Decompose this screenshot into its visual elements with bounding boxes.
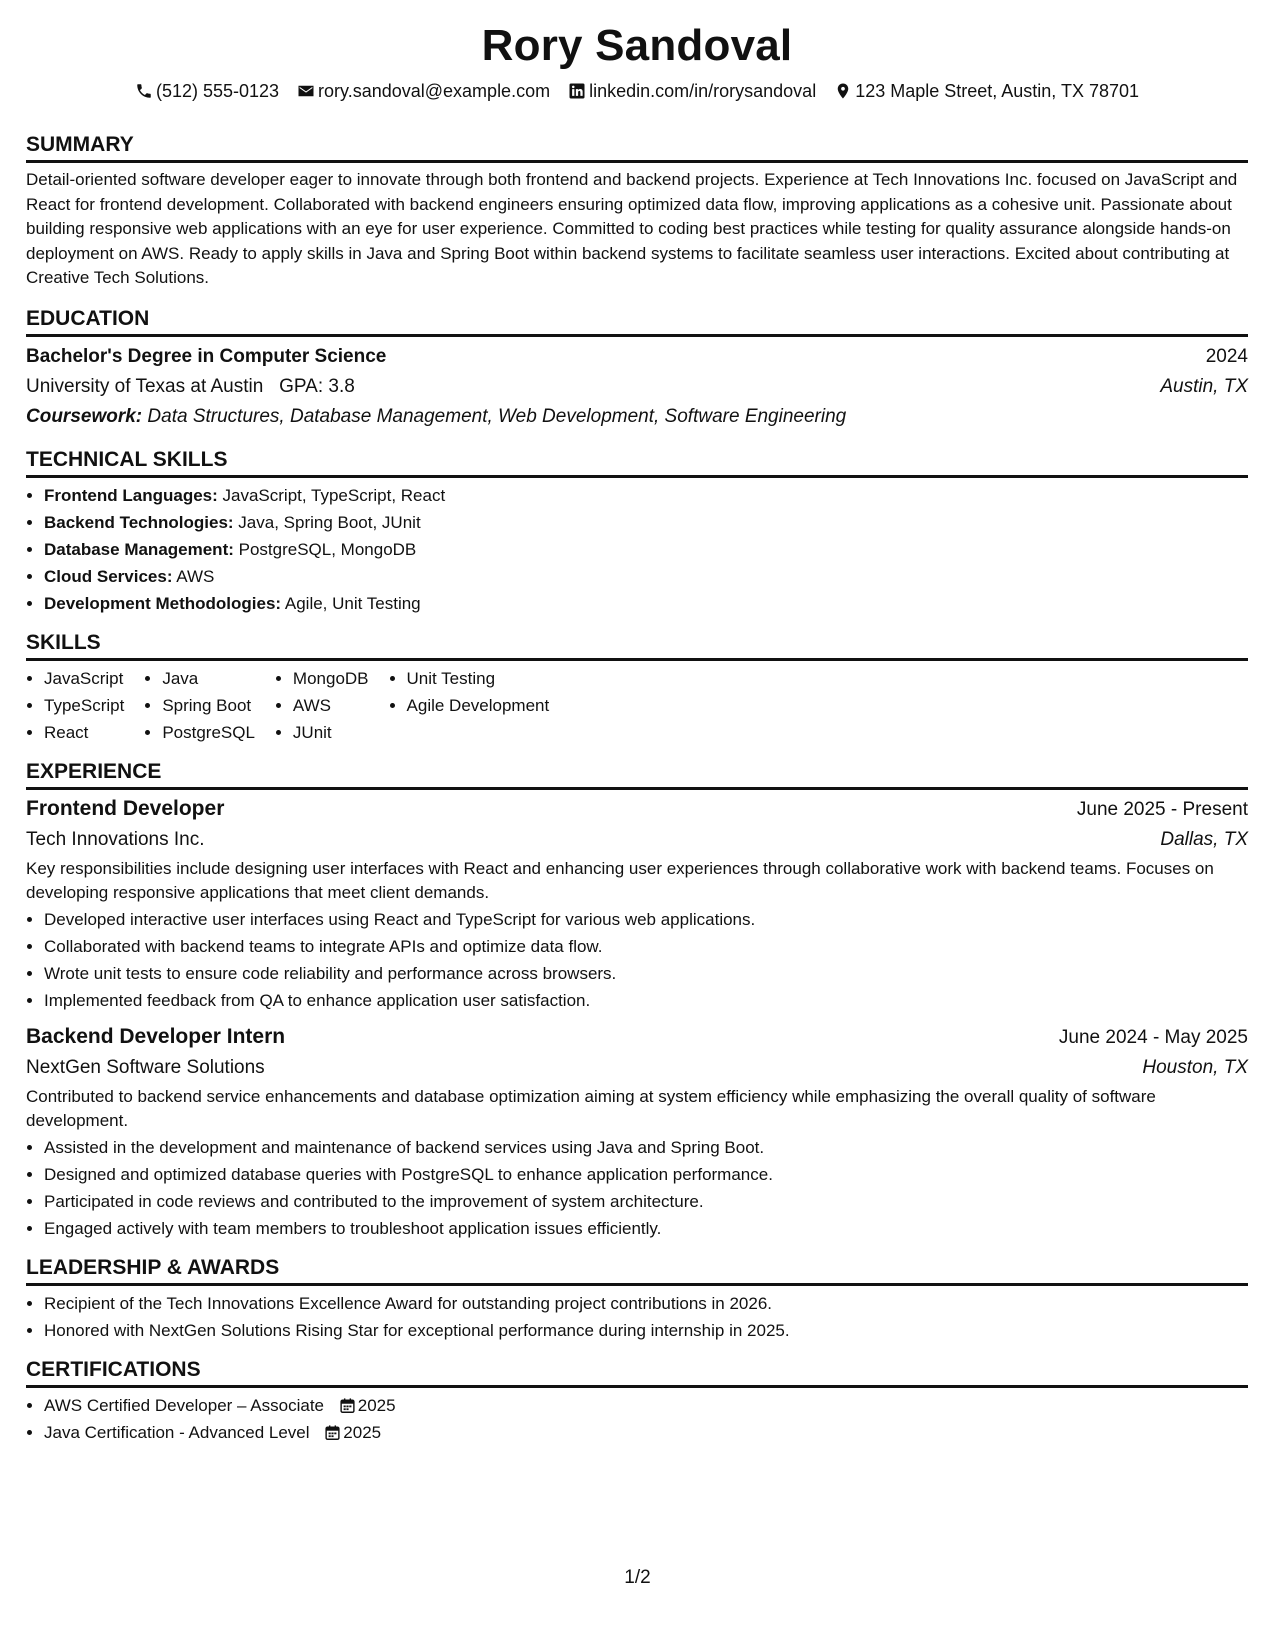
contact-linkedin[interactable] [568,81,816,102]
calendar-icon [339,1397,356,1414]
list-item: • Developed interactive user interfaces using React and TypeScript for various web applications. [44,906,1248,933]
list-item: • Assisted in the development and maintenance of backend services using Java and Spring Boot. [44,1134,1248,1161]
gpa: GPA: 3.8 [279,375,355,397]
section-title: EXPERIENCE [26,758,1248,790]
skill-category: Development Methodologies: [44,593,282,613]
skill-values: JavaScript, TypeScript, React [222,485,446,505]
address-text: 123 Maple Street, Austin, TX 78701 [855,80,1140,101]
job-title: Frontend Developer [26,796,225,820]
candidate-name: Rory Sandoval [481,21,793,70]
technical-skills-section [26,446,1248,617]
skills-column [26,665,124,746]
phone-icon [135,82,153,100]
list-item: • Spring Boot [162,692,255,719]
list-item: • Implemented feedback from QA to enhance application user satisfaction. [44,987,1248,1014]
job-header-row [26,1022,1248,1053]
list-item: • Unit Testing [407,665,550,692]
certifications-list [26,1392,1248,1446]
job-dates: June 2025 - Present [1076,798,1248,820]
list-item [44,482,1248,509]
list-item: • React [44,719,124,746]
linkedin-text: linkedin.com/in/rorysandoval [589,80,817,101]
contact-address [834,81,1139,102]
technical-skills-list [26,482,1248,617]
skill-values: AWS [176,566,215,586]
job-company-row [26,825,1248,855]
leadership-section [26,1254,1248,1344]
skills-column [144,665,255,746]
list-item: • Collaborated with backend teams to integrate APIs and optimize data flow. [44,933,1248,960]
summary-section [26,131,1248,291]
job-title: Backend Developer Intern [26,1024,286,1048]
skill-category: Frontend Languages: [44,485,218,505]
experience-section [26,758,1248,1242]
school-name: University of Texas at Austin [26,375,264,397]
list-item: • JUnit [293,719,369,746]
list-item: • Agile Development [407,692,550,719]
phone-text: (512) 555-0123 [155,80,280,101]
section-title: SKILLS [26,629,1248,661]
skill-category: Backend Technologies: [44,512,234,532]
job-description: Key responsibilities include designing user interfaces with React and enhancing user experiences through collaborative work with backend teams. Focuses on developing responsive applications that meet client demands. [26,858,1214,902]
skill-category: Cloud Services: [44,566,173,586]
school-location: Austin, TX [1160,375,1248,397]
list-item [44,1392,1248,1419]
coursework [26,402,1248,432]
skill-values: Agile, Unit Testing [284,593,421,613]
education-header-row [26,342,1248,372]
certifications-section [26,1356,1248,1446]
certification-name: Java Certification - Advanced Level [44,1422,310,1442]
skills-column [389,665,550,746]
list-item [44,563,1248,590]
summary-text: Detail-oriented software developer eager to innovate through both frontend and backend projects. Experience at Tech Innovations Inc. focused on JavaScript and React for frontend development. Collaborated with backend engineers ensuring optimized data flow, improving applications as a cohesive unit. Passionate about building responsive web applications with an eye for user experience. Committed to coding best practices while testing for quality assurance alongside hands-on deployment on AWS. Ready to apply skills in Java and Spring Boot within backend systems to facilitate seamless user interactions. Excited about contributing at Creative Tech Solutions. [26,170,1238,287]
resume-page [26,18,1248,1446]
job-entry [26,794,1248,1014]
map-pin-icon [834,82,852,100]
section-title: EDUCATION [26,305,1248,337]
job-description: Contributed to backend service enhancements and database optimization aiming at system efficiency while emphasizing the overall quality of software development. [26,1086,1156,1130]
email-text: rory.sandoval@example.com [318,80,551,101]
skills-section [26,629,1248,746]
contact-phone [135,81,279,102]
company-name: NextGen Software Solutions [26,1056,265,1078]
list-item [44,1419,1248,1446]
degree: Bachelor's Degree in Computer Science [26,345,387,367]
page-number: 1/2 [624,1567,651,1588]
job-bullets [26,906,1248,1014]
certification-year: 2025 [343,1422,382,1442]
job-location: Houston, TX [1142,1056,1248,1078]
list-item: • Participated in code reviews and contributed to the improvement of system architecture. [44,1188,1248,1215]
list-item: • Recipient of the Tech Innovations Excellence Award for outstanding project contributions in 2026. [44,1290,1248,1317]
contact-email[interactable] [297,81,550,102]
list-item: • PostgreSQL [162,719,255,746]
list-item: • Java [162,665,255,692]
company-name: Tech Innovations Inc. [26,828,205,850]
job-company-row [26,1053,1248,1083]
skills-grid [26,665,1248,746]
list-item: • TypeScript [44,692,124,719]
envelope-icon [297,82,315,100]
skill-values: Java, Spring Boot, JUnit [238,512,421,532]
linkedin-icon [568,82,586,100]
list-item [44,590,1248,617]
contact-bar [26,78,1248,104]
skill-values: PostgreSQL, MongoDB [238,539,417,559]
graduation-year: 2024 [1205,345,1248,367]
list-item: • Wrote unit tests to ensure code reliability and performance across browsers. [44,960,1248,987]
coursework-list: Data Structures, Database Management, Web Development, Software Engineering [147,405,847,427]
section-title: LEADERSHIP & AWARDS [26,1254,1248,1286]
job-header-row [26,794,1248,825]
job-location: Dallas, TX [1160,828,1248,850]
list-item: • JavaScript [44,665,124,692]
section-title: CERTIFICATIONS [26,1356,1248,1388]
certification-year: 2025 [357,1395,396,1415]
school-info [26,372,355,402]
list-item: • AWS [293,692,369,719]
list-item [44,509,1248,536]
list-item: • Honored with NextGen Solutions Rising Star for exceptional performance during internship in 2025. [44,1317,1248,1344]
certification-name: AWS Certified Developer – Associate [44,1395,324,1415]
list-item [44,536,1248,563]
job-entry [26,1022,1248,1242]
job-dates: June 2024 - May 2025 [1058,1026,1248,1048]
job-bullets [26,1134,1248,1242]
skill-category: Database Management: [44,539,234,559]
section-title: TECHNICAL SKILLS [26,446,1248,478]
coursework-label: Coursework: [26,405,143,427]
skills-column [275,665,369,746]
list-item: • MongoDB [293,665,369,692]
education-school-row [26,372,1248,402]
calendar-icon [324,1424,341,1441]
list-item: • Designed and optimized database queries with PostgreSQL to enhance application performance. [44,1161,1248,1188]
section-title: SUMMARY [26,131,1248,163]
education-section [26,305,1248,432]
list-item: • Engaged actively with team members to troubleshoot application issues efficiently. [44,1215,1248,1242]
leadership-list [26,1290,1248,1344]
